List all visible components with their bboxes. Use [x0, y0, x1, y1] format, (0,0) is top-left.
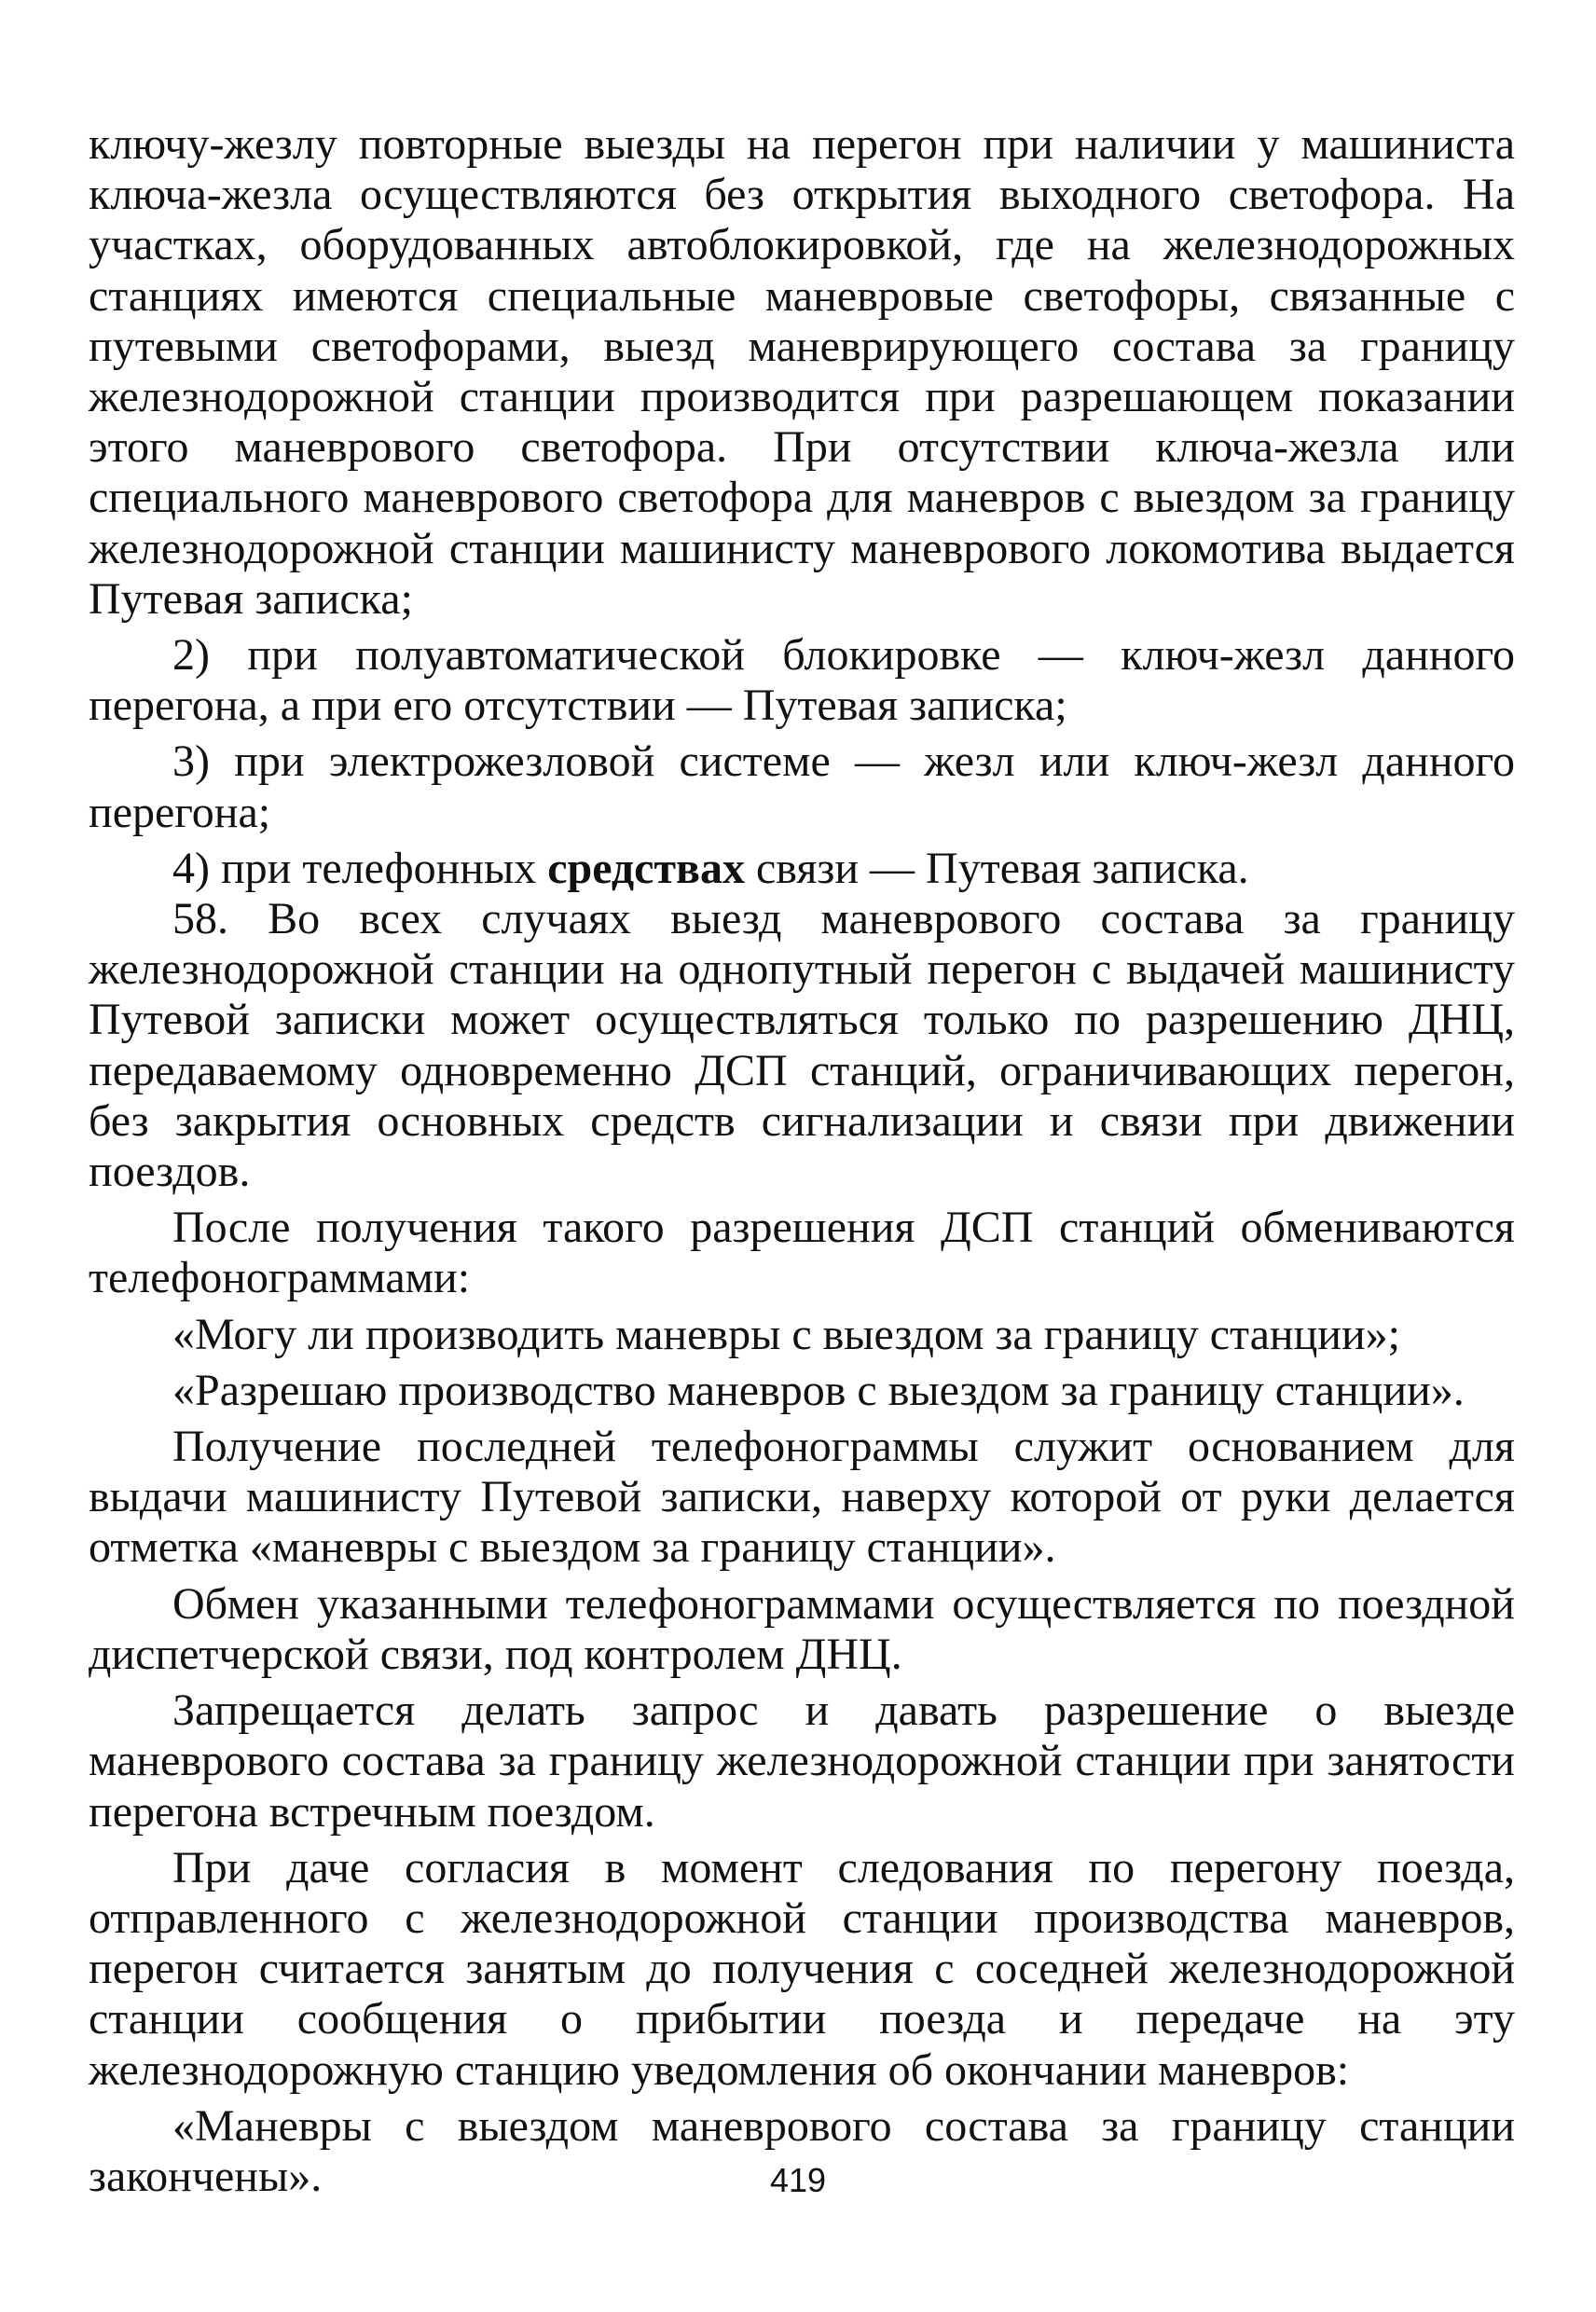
paragraph: 58. Во всех случаях выезд маневрового состава за границу железнодорожной станции на однопутный перегон с выдачей машинисту Путевой записки может осуществляться только по разрешению ДНЦ, передаваемому одновременно ДСП станций, ограничивающих перегон, без закрытия основных средств сигнализации и связи при движении поездов. — [89, 894, 1515, 1197]
list-item: 3) при электрожезловой системе — жезл или ключ-жезл данного перегона; — [89, 736, 1515, 837]
paragraph: ключу-жезлу повторные выезды на перегон при наличии у машиниста ключа-жезла осуществляются без открытия выходного светофора. На участках, оборудованных автоблокировкой, где на железнодорожных станциях имеются специальные маневровые светофоры, связанные с путевыми светофорами, выезд маневрирующего состава за границу железнодорожной станции производится при разрешающем показании этого маневрового светофора. При отсутствии ключа-жезла или специального маневрового светофора для маневров с выездом за границу железнодорожной станции машинисту маневрового локомотива выдается Путевая записка; — [89, 119, 1515, 624]
page-number: 419 — [769, 2161, 827, 2199]
quote: «Могу ли производить маневры с выездом за границу станции»; — [172, 1309, 1400, 1359]
page-body — [89, 119, 1515, 2202]
paragraph: Запрещается делать запрос и давать разрешение о выезде маневрового состава за границу железнодорожной станции при занятости перегона встречным поездом. — [89, 1686, 1515, 1837]
bold-term: средствах — [547, 843, 745, 893]
quote: «Маневры с выездом маневрового состава за границу станции закончены». — [89, 2100, 1515, 2201]
list-item — [89, 844, 1515, 894]
paragraph: При даче согласия в момент следования по перегону поезда, отправленного с железнодорожной станции производства маневров, перегон считается занятым до получения с соседней железнодорожной станции сообщения о прибытии поезда и передаче на эту железнодорожную станцию уведомления об окончании маневров: — [89, 1842, 1515, 2095]
quote: «Разрешаю производство маневров с выездом за границу станции». — [172, 1365, 1465, 1415]
list-item-text: 4) при телефонных — [172, 843, 548, 893]
paragraph: После получения такого разрешения ДСП станций обмениваются телефонограммами: — [89, 1203, 1515, 1303]
list-item: 2) при полуавтоматической блокировке — ключ-жезл данного перегона, а при его отсутствии — Путевая записка; — [89, 630, 1515, 731]
paragraph: Обмен указанными телефонограммами осуществляется по поездной диспетчерской связи, под контролем ДНЦ. — [89, 1578, 1515, 1679]
list-item-text: связи — Путевая записка. — [744, 843, 1249, 893]
paragraph: Получение последней телефонограммы служит основанием для выдачи машинисту Путевой записки, наверху которой от руки делается отметка «маневры с выездом за границу станции». — [89, 1422, 1515, 1573]
